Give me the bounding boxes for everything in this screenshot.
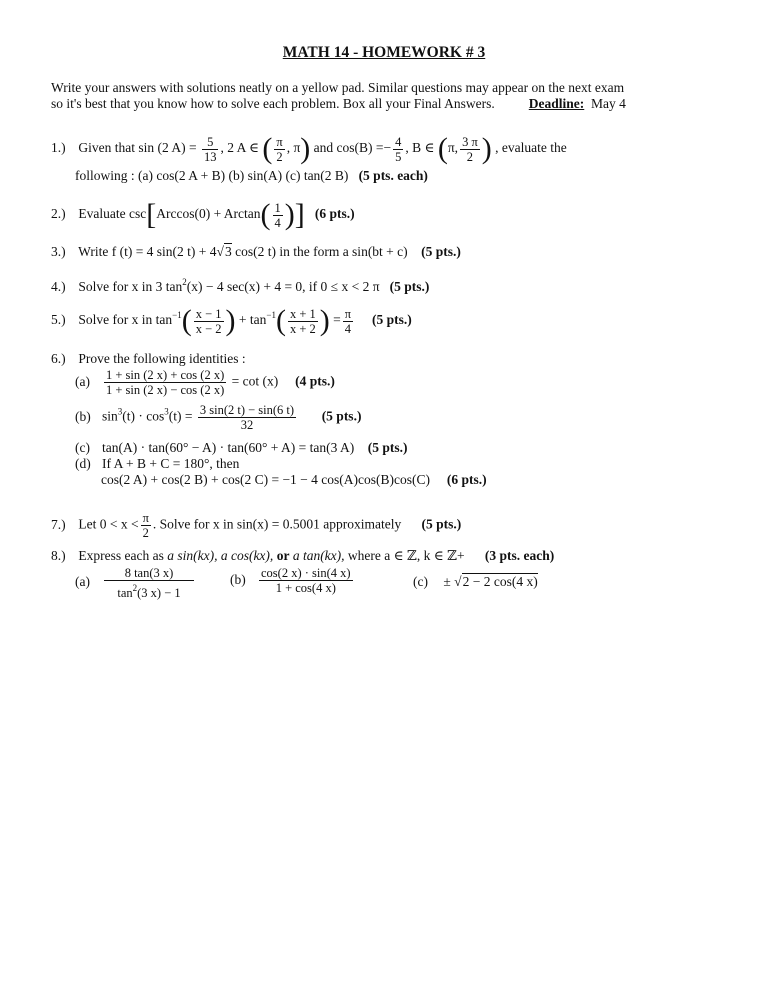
question-2	[51, 200, 355, 230]
denominator-part: tan	[117, 586, 133, 600]
numerator: 3 π	[462, 134, 478, 149]
instructions-line-2	[51, 96, 701, 112]
part-label: (b)	[230, 571, 246, 587]
numerator: x − 1	[195, 306, 222, 321]
numerator: 4	[395, 134, 402, 149]
exponent: 2	[132, 583, 138, 593]
interval-start: π,	[447, 140, 459, 156]
or-word: or	[276, 548, 290, 563]
sqrt-radicand: 3	[224, 244, 232, 259]
q3-text-a: Write f (t) = 4 sin(2 t) + 4	[78, 244, 217, 259]
points: (5 pts.)	[371, 312, 412, 328]
q5-mid: + tan	[238, 312, 267, 328]
left-paren: (	[181, 304, 192, 337]
points: (5 pts.)	[421, 516, 462, 532]
denominator: 5	[395, 149, 402, 164]
question-number: 8.)	[51, 548, 66, 563]
numerator: 1	[274, 200, 281, 215]
equals: =	[333, 312, 341, 328]
page-title: MATH 14 - HOMEWORK # 3	[282, 44, 486, 61]
instructions-text: so it's best that you know how to solve each problem. Box all your Final Answers.	[51, 96, 495, 111]
fraction	[343, 307, 353, 336]
express-b	[230, 566, 355, 595]
identity-d-line-2	[101, 472, 487, 488]
denominator: 32	[240, 418, 254, 432]
question-number: 1.)	[51, 140, 66, 156]
identity-rhs: = cot (x)	[231, 373, 279, 389]
q1-text-e: , evaluate the	[495, 140, 567, 156]
exponent: 3	[164, 406, 169, 417]
q2-text-a: Evaluate csc	[78, 206, 147, 222]
fraction	[393, 135, 403, 164]
identity-text: If A + B + C = 180°, then	[102, 456, 240, 471]
exponent: 2	[182, 277, 187, 287]
points: (6 pts.)	[446, 472, 487, 487]
part-label: (b)	[75, 408, 91, 424]
q1-parts: following : (a) cos(2 A + B) (b) sin(A) (c) tan(2 B)	[75, 168, 349, 183]
right-paren: )	[300, 132, 311, 165]
numerator: 8 tan(3 x)	[104, 566, 194, 581]
numerator: x + 1	[289, 306, 316, 321]
denominator: 4	[274, 215, 281, 230]
denominator: 1 + sin (2 x) − cos (2 x)	[106, 383, 225, 397]
right-paren: )	[481, 132, 492, 165]
sqrt-radicand: 2 − 2 cos(4 x)	[462, 574, 538, 589]
q4-text-a: Solve for x in 3 tan	[78, 279, 183, 294]
fraction	[202, 135, 219, 164]
identity-a	[75, 368, 335, 397]
q4-text-b: (x) − 4 sec(x) + 4 = 0, if 0 ≤ x < 2 π	[186, 279, 380, 294]
question-6	[51, 351, 246, 367]
q7-text-b: . Solve for x in sin(x) = 0.5001 approximately	[152, 516, 402, 532]
identity-c	[75, 440, 407, 456]
exponent: −1	[172, 310, 182, 321]
identity-text: cos(2 A) + cos(2 B) + cos(2 C) = −1 − 4 cos(A)cos(B)cos(C)	[101, 472, 431, 487]
q1-text-a: Given that sin (2 A) =	[78, 140, 197, 156]
question-3: 3.) Write f (t) = 4 sin(2 t) + 4√3 cos(2 t) in the form a sin(bt + c) (5 pts.)	[51, 244, 461, 259]
part-label: (a)	[75, 574, 90, 590]
deadline-value: May 4	[591, 96, 626, 111]
question-7	[51, 511, 461, 540]
fraction	[141, 511, 151, 540]
q1-text-d: , B ∈	[405, 140, 435, 156]
left-paren: (	[437, 132, 448, 165]
q7-text-a: Let 0 < x <	[78, 516, 139, 532]
fraction	[259, 566, 353, 595]
fraction	[460, 135, 480, 164]
numerator: cos(2 x) · sin(4 x)	[261, 566, 351, 580]
deadline-label: Deadline:	[528, 96, 585, 111]
question-1-line-2	[75, 168, 428, 184]
points: (5 pts. each)	[358, 168, 428, 183]
numerator: π	[344, 306, 352, 321]
denominator: 2	[466, 149, 474, 164]
q8-text-b: where a ∈ ℤ, k ∈ ℤ+	[347, 548, 465, 563]
left-paren: (	[262, 132, 273, 165]
interval-end: , π	[286, 140, 301, 156]
points: (5 pts.)	[421, 244, 461, 259]
q1-text-c: and cos(B) =−	[313, 140, 392, 156]
question-number: 6.)	[51, 351, 66, 366]
question-1	[51, 134, 567, 164]
right-paren: )	[284, 198, 295, 231]
left-bracket: [	[146, 198, 157, 231]
instructions-line-1: Write your answers with solutions neatly on a yellow pad. Similar questions may appear on the next exam	[51, 80, 625, 95]
denominator: 1 + cos(4 x)	[275, 581, 336, 595]
identity-lhs: sin	[102, 408, 118, 424]
fraction	[104, 566, 194, 600]
points: (3 pts. each)	[484, 548, 555, 563]
denominator: x − 2	[195, 321, 222, 336]
left-paren: (	[260, 198, 271, 231]
fraction	[104, 368, 226, 397]
question-8	[51, 548, 554, 564]
q2-text-b: Arccos(0) + Arctan	[156, 206, 261, 222]
right-paren: )	[319, 304, 330, 337]
points: (5 pts.)	[389, 279, 430, 294]
question-5	[51, 306, 412, 336]
identity-text: tan(A) · tan(60° − A) · tan(60° + A) = tan(3 A)	[102, 440, 355, 455]
q5-text-a: Solve for x in tan	[78, 312, 173, 328]
part-label: (c)	[75, 440, 90, 455]
part-label: (c)	[413, 574, 428, 589]
right-paren: )	[225, 304, 236, 337]
exponent: −1	[266, 310, 276, 321]
form-sin: a sin(kx),	[167, 548, 218, 563]
q6-text: Prove the following identities :	[78, 351, 246, 366]
right-bracket: ]	[294, 198, 305, 231]
numerator: π	[142, 511, 149, 525]
left-paren: (	[275, 304, 286, 337]
denominator: 4	[344, 321, 352, 336]
question-number: 7.)	[51, 516, 66, 532]
question-number: 4.)	[51, 279, 66, 294]
denominator: 13	[203, 149, 217, 164]
exponent: 3	[117, 406, 123, 417]
question-number: 5.)	[51, 312, 66, 328]
numerator: 5	[202, 135, 219, 150]
denominator	[104, 581, 194, 600]
fraction	[273, 201, 283, 230]
numerator: 3 sin(2 t) − sin(6 t)	[199, 403, 295, 417]
fraction	[274, 135, 284, 164]
numerator: π	[276, 134, 283, 149]
q1-text-b: , 2 A ∈	[220, 140, 259, 156]
fraction	[194, 307, 224, 336]
denominator: x + 2	[289, 321, 316, 336]
points: (6 pts.)	[314, 206, 355, 222]
points: (5 pts.)	[367, 440, 408, 455]
denominator-part: (3 x) − 1	[137, 586, 181, 600]
fraction	[288, 307, 318, 336]
identity-d	[75, 456, 239, 472]
part-label: (a)	[75, 373, 90, 389]
part-label: (d)	[75, 456, 91, 471]
express-a	[75, 566, 196, 600]
question-4	[51, 274, 429, 295]
numerator: 1 + sin (2 x) + cos (2 x)	[106, 368, 225, 382]
express-c: (c) ± √2 − 2 cos(4 x)	[413, 574, 538, 589]
q8-text-a: Express each as	[78, 548, 164, 563]
instructions	[51, 80, 701, 112]
identity-b	[75, 403, 361, 432]
points: (5 pts.)	[321, 408, 362, 424]
form-tan: a tan(kx),	[292, 548, 345, 563]
form-cos: a cos(kx),	[220, 548, 274, 563]
denominator: 2	[142, 526, 149, 540]
points: (4 pts.)	[295, 373, 335, 389]
denominator: 2	[276, 149, 283, 164]
plus-minus: ±	[443, 574, 451, 589]
identity-lhs: (t) =	[168, 408, 193, 424]
identity-lhs: (t) · cos	[122, 408, 165, 424]
q3-text-b: cos(2 t) in the form a sin(bt + c)	[235, 244, 408, 259]
question-number: 2.)	[51, 206, 66, 222]
fraction	[198, 403, 296, 432]
question-number: 3.)	[51, 244, 66, 259]
